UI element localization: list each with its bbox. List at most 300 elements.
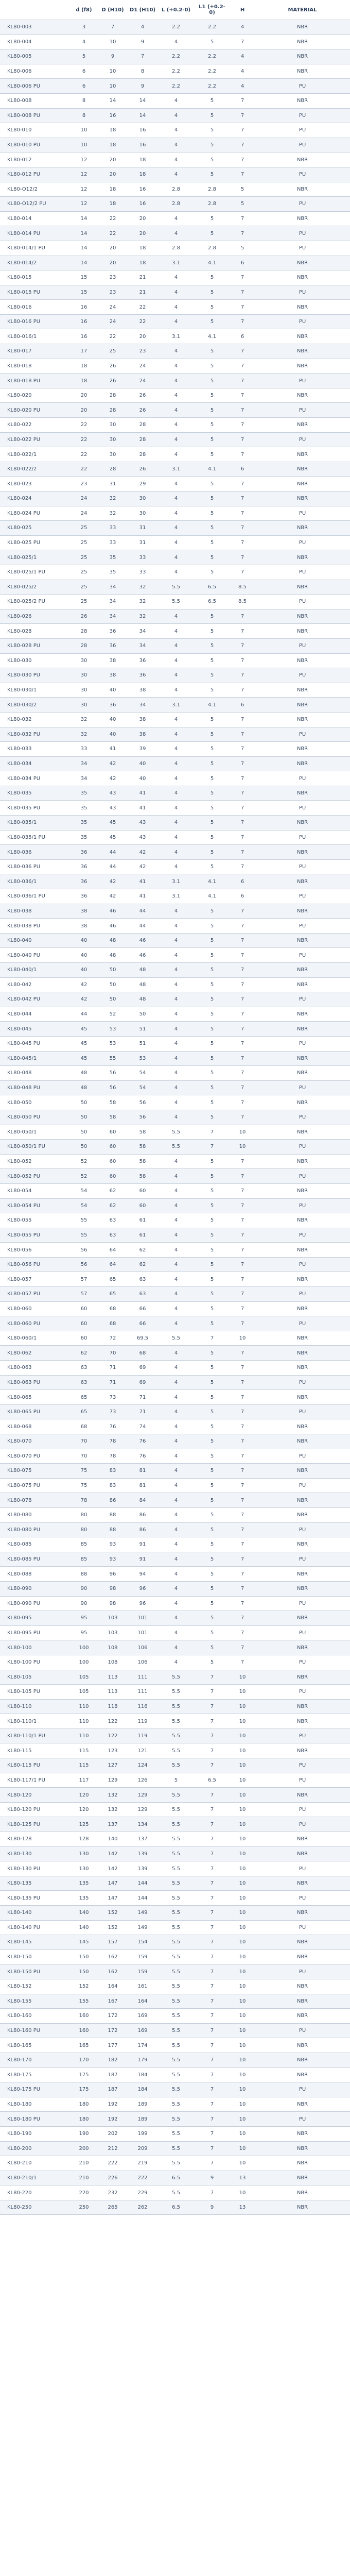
article-cell: KL80-070 PU (0, 1449, 69, 1464)
material-cell: NBR (255, 93, 350, 108)
D-cell: 73 (98, 1404, 127, 1419)
H-cell: 7 (230, 152, 255, 167)
D1-cell: 184 (127, 2082, 158, 2097)
article-cell: KL80-050/1 PU (0, 1140, 69, 1155)
L-cell: 5.5 (158, 1728, 194, 1743)
material-cell: PU (255, 506, 350, 521)
D-cell: 152 (98, 1906, 127, 1921)
L-cell: 4 (158, 1080, 194, 1095)
D1-cell: 34 (127, 638, 158, 653)
D1-cell: 48 (127, 963, 158, 978)
D-cell: 30 (98, 418, 127, 433)
D-cell: 35 (98, 565, 127, 580)
D-cell: 162 (98, 1950, 127, 1964)
D1-cell: 36 (127, 653, 158, 668)
article-cell: KL80-024 (0, 492, 69, 506)
material-cell: PU (255, 1036, 350, 1051)
L1-cell: 5 (194, 447, 230, 462)
D1-cell: 129 (127, 1788, 158, 1803)
d-cell: 30 (69, 698, 98, 713)
L-cell: 4 (158, 1110, 194, 1125)
L-cell: 4 (158, 845, 194, 860)
D1-cell: 39 (127, 742, 158, 757)
table-row (0, 388, 350, 403)
article-cell: KL80-105 (0, 1670, 69, 1685)
article-cell: KL80-150 PU (0, 1964, 69, 1979)
material-cell: NBR (255, 977, 350, 992)
table-row (0, 1257, 350, 1272)
D-cell: 64 (98, 1257, 127, 1272)
article-cell: KL80-060/1 (0, 1331, 69, 1346)
table-row (0, 1316, 350, 1331)
D1-cell: 111 (127, 1685, 158, 1700)
article-cell: KL80-085 (0, 1537, 69, 1552)
L1-cell: 5 (194, 1449, 230, 1464)
D1-cell: 159 (127, 1950, 158, 1964)
L1-cell: 5 (194, 683, 230, 698)
D-cell: 45 (98, 816, 127, 831)
H-cell: 7 (230, 1183, 255, 1198)
material-cell: PU (255, 138, 350, 152)
L-cell: 4 (158, 1183, 194, 1198)
H-cell: 7 (230, 1449, 255, 1464)
H-cell: 7 (230, 845, 255, 860)
table-row (0, 506, 350, 521)
H-cell: 10 (230, 1817, 255, 1832)
H-cell: 7 (230, 1464, 255, 1479)
material-cell: NBR (255, 2141, 350, 2156)
d-cell: 24 (69, 492, 98, 506)
article-cell: KL80-022/2 (0, 462, 69, 477)
table-row (0, 1243, 350, 1258)
article-cell: KL80-040 PU (0, 948, 69, 963)
L-cell: 4 (158, 727, 194, 742)
d-cell: 60 (69, 1331, 98, 1346)
article-cell: KL80-068 (0, 1419, 69, 1434)
material-cell: NBR (255, 2126, 350, 2141)
H-cell: 7 (230, 683, 255, 698)
table-row (0, 256, 350, 270)
D-cell: 152 (98, 1920, 127, 1935)
D1-cell: 189 (127, 2097, 158, 2112)
d-cell: 22 (69, 418, 98, 433)
d-cell: 78 (69, 1493, 98, 1508)
D1-cell: 43 (127, 830, 158, 845)
L1-cell: 5 (194, 1213, 230, 1228)
D1-cell: 53 (127, 1051, 158, 1066)
D-cell: 50 (98, 977, 127, 992)
material-cell: NBR (255, 1346, 350, 1361)
D-cell: 28 (98, 388, 127, 403)
d-cell: 57 (69, 1287, 98, 1302)
L-cell: 5.5 (158, 1876, 194, 1891)
L-cell: 4 (158, 35, 194, 49)
L1-cell: 5 (194, 521, 230, 536)
H-cell: 8.5 (230, 595, 255, 609)
L1-cell: 7 (194, 2097, 230, 2112)
article-cell: KL80-050 (0, 1095, 69, 1110)
L-cell: 4 (158, 270, 194, 285)
d-cell: 25 (69, 595, 98, 609)
L1-cell: 5 (194, 727, 230, 742)
L1-cell: 7 (194, 2112, 230, 2127)
table-row (0, 167, 350, 182)
D-cell: 157 (98, 1935, 127, 1950)
article-cell: KL80-160 (0, 2009, 69, 2024)
article-cell: KL80-040/1 (0, 963, 69, 978)
table-row (0, 2023, 350, 2038)
material-cell: NBR (255, 2053, 350, 2067)
D1-cell: 16 (127, 123, 158, 138)
H-cell: 7 (230, 1272, 255, 1287)
D1-cell: 21 (127, 285, 158, 300)
article-cell: KL80-045/1 (0, 1051, 69, 1066)
table-row (0, 859, 350, 874)
H-cell: 7 (230, 285, 255, 300)
article-cell: KL80-160 PU (0, 2023, 69, 2038)
d-cell: 42 (69, 977, 98, 992)
L-cell: 4 (158, 535, 194, 550)
d-cell: 36 (69, 874, 98, 889)
material-cell: PU (255, 2112, 350, 2127)
D-cell: 65 (98, 1272, 127, 1287)
D-cell: 88 (98, 1522, 127, 1537)
table-row (0, 1979, 350, 1994)
article-cell: KL80-042 PU (0, 992, 69, 1007)
H-cell: 10 (230, 1876, 255, 1891)
L1-cell: 5 (194, 1375, 230, 1390)
article-cell: KL80-130 (0, 1846, 69, 1861)
D1-cell: 7 (127, 49, 158, 64)
L-cell: 5.5 (158, 2126, 194, 2141)
H-cell: 10 (230, 1964, 255, 1979)
D1-cell: 33 (127, 565, 158, 580)
table-row (0, 1125, 350, 1140)
L-cell: 6.5 (158, 2200, 194, 2215)
material-cell: PU (255, 241, 350, 256)
D-cell: 38 (98, 653, 127, 668)
material-cell: PU (255, 1449, 350, 1464)
d-cell: 63 (69, 1361, 98, 1376)
L1-cell: 5 (194, 816, 230, 831)
article-cell: KL80-035 PU (0, 801, 69, 816)
H-cell: 7 (230, 1007, 255, 1022)
D1-cell: 54 (127, 1066, 158, 1081)
material-cell: PU (255, 1404, 350, 1419)
d-cell: 65 (69, 1390, 98, 1405)
d-cell: 70 (69, 1434, 98, 1449)
D-cell: 93 (98, 1552, 127, 1567)
H-cell: 7 (230, 727, 255, 742)
article-cell: KL80-080 (0, 1507, 69, 1522)
table-row (0, 712, 350, 727)
d-cell: 35 (69, 830, 98, 845)
L1-cell: 5 (194, 300, 230, 315)
H-cell: 7 (230, 35, 255, 49)
table-row (0, 432, 350, 447)
L1-cell: 7 (194, 1891, 230, 1906)
L1-cell: 7 (194, 2156, 230, 2171)
article-cell: KL80-003 (0, 20, 69, 35)
article-cell: KL80-033 (0, 742, 69, 757)
D1-cell: 26 (127, 403, 158, 418)
L-cell: 5.5 (158, 1861, 194, 1876)
material-cell: PU (255, 830, 350, 845)
D1-cell: 111 (127, 1670, 158, 1685)
L1-cell: 7 (194, 1920, 230, 1935)
D1-cell: 20 (127, 211, 158, 226)
table-row (0, 919, 350, 934)
table-row (0, 1140, 350, 1155)
L-cell: 4 (158, 712, 194, 727)
table-row (0, 20, 350, 35)
D1-cell: 137 (127, 1832, 158, 1847)
D1-cell: 46 (127, 948, 158, 963)
H-cell: 7 (230, 653, 255, 668)
D1-cell: 26 (127, 462, 158, 477)
D-cell: 182 (98, 2053, 127, 2067)
d-cell: 52 (69, 1169, 98, 1184)
D-cell: 22 (98, 226, 127, 241)
D1-cell: 62 (127, 1243, 158, 1258)
L1-cell: 5 (194, 344, 230, 359)
D-cell: 33 (98, 535, 127, 550)
material-cell: NBR (255, 756, 350, 771)
L-cell: 4 (158, 977, 194, 992)
material-cell: NBR (255, 152, 350, 167)
L1-cell: 5 (194, 432, 230, 447)
article-cell: KL80-088 (0, 1567, 69, 1582)
article-cell: KL80-100 PU (0, 1655, 69, 1670)
article-cell: KL80-070 (0, 1434, 69, 1449)
material-cell: NBR (255, 1154, 350, 1169)
L1-cell: 5 (194, 1169, 230, 1184)
table-row (0, 1640, 350, 1655)
table-row (0, 653, 350, 668)
D1-cell: 91 (127, 1552, 158, 1567)
D1-cell: 106 (127, 1640, 158, 1655)
D-cell: 25 (98, 344, 127, 359)
article-cell: KL80-056 (0, 1243, 69, 1258)
material-cell: NBR (255, 786, 350, 801)
L-cell: 5.5 (158, 580, 194, 595)
D1-cell: 262 (127, 2200, 158, 2215)
D1-cell: 28 (127, 432, 158, 447)
table-row (0, 727, 350, 742)
d-cell: 20 (69, 388, 98, 403)
H-cell: 7 (230, 1346, 255, 1361)
H-cell: 10 (230, 2126, 255, 2141)
d-cell: 160 (69, 2009, 98, 2024)
D-cell: 129 (98, 1773, 127, 1788)
d-cell: 128 (69, 1832, 98, 1847)
D-cell: 44 (98, 859, 127, 874)
D-cell: 48 (98, 933, 127, 948)
D-cell: 73 (98, 1390, 127, 1405)
L-cell: 4 (158, 609, 194, 624)
H-cell: 10 (230, 1140, 255, 1155)
article-cell: KL80-010 PU (0, 138, 69, 152)
col-header-L: L (+0.2-0) (158, 0, 194, 20)
table-row (0, 182, 350, 197)
L1-cell: 5 (194, 374, 230, 388)
d-cell: 250 (69, 2200, 98, 2215)
L-cell: 4 (158, 948, 194, 963)
table-row (0, 1066, 350, 1081)
table-row (0, 1537, 350, 1552)
d-cell: 110 (69, 1699, 98, 1714)
D1-cell: 71 (127, 1404, 158, 1419)
H-cell: 7 (230, 418, 255, 433)
D-cell: 53 (98, 1022, 127, 1037)
d-cell: 160 (69, 2023, 98, 2038)
article-cell: KL80-140 (0, 1906, 69, 1921)
material-cell: NBR (255, 35, 350, 49)
table-row (0, 1095, 350, 1110)
D-cell: 52 (98, 1007, 127, 1022)
d-cell: 57 (69, 1272, 98, 1287)
article-cell: KL80-O12/2 PU (0, 197, 69, 212)
D-cell: 142 (98, 1846, 127, 1861)
L-cell: 4 (158, 816, 194, 831)
H-cell: 7 (230, 933, 255, 948)
d-cell: 25 (69, 521, 98, 536)
D-cell: 202 (98, 2126, 127, 2141)
H-cell: 6 (230, 329, 255, 344)
d-cell: 210 (69, 2171, 98, 2185)
article-cell: KL80-115 (0, 1743, 69, 1758)
material-cell: PU (255, 285, 350, 300)
article-cell: KL80-030/1 (0, 683, 69, 698)
L1-cell: 5 (194, 904, 230, 919)
D1-cell: 58 (127, 1154, 158, 1169)
H-cell: 7 (230, 963, 255, 978)
D1-cell: 48 (127, 977, 158, 992)
table-row (0, 1670, 350, 1685)
H-cell: 7 (230, 477, 255, 492)
L1-cell: 5 (194, 977, 230, 992)
L-cell: 5.5 (158, 1935, 194, 1950)
H-cell: 10 (230, 2009, 255, 2024)
table-row (0, 197, 350, 212)
L1-cell: 5 (194, 550, 230, 565)
D-cell: 123 (98, 1743, 127, 1758)
material-cell: PU (255, 948, 350, 963)
table-row (0, 1007, 350, 1022)
L1-cell: 6.5 (194, 580, 230, 595)
L1-cell: 5 (194, 506, 230, 521)
article-cell: KL80-045 (0, 1022, 69, 1037)
D1-cell: 76 (127, 1449, 158, 1464)
col-header-article (0, 0, 69, 20)
d-cell: 60 (69, 1301, 98, 1316)
D-cell: 132 (98, 1802, 127, 1817)
table-row (0, 2009, 350, 2024)
D-cell: 34 (98, 595, 127, 609)
D-cell: 26 (98, 374, 127, 388)
table-row (0, 1036, 350, 1051)
H-cell: 7 (230, 565, 255, 580)
L1-cell: 5 (194, 492, 230, 506)
L1-cell: 7 (194, 1876, 230, 1891)
D1-cell: 51 (127, 1036, 158, 1051)
d-cell: 48 (69, 1080, 98, 1095)
material-cell: PU (255, 1773, 350, 1788)
d-cell: 50 (69, 1110, 98, 1125)
L1-cell: 7 (194, 1950, 230, 1964)
D-cell: 14 (98, 93, 127, 108)
L-cell: 4 (158, 859, 194, 874)
material-cell: PU (255, 1169, 350, 1184)
article-cell: KL80-025 PU (0, 535, 69, 550)
L-cell: 4 (158, 1007, 194, 1022)
article-cell: KL80-250 (0, 2200, 69, 2215)
D1-cell: 34 (127, 698, 158, 713)
D-cell: 98 (98, 1581, 127, 1596)
H-cell: 7 (230, 638, 255, 653)
H-cell: 4 (230, 79, 255, 94)
L-cell: 4 (158, 492, 194, 506)
D1-cell: 74 (127, 1419, 158, 1434)
H-cell: 7 (230, 1655, 255, 1670)
L1-cell: 7 (194, 1140, 230, 1155)
D-cell: 20 (98, 152, 127, 167)
L1-cell: 5 (194, 801, 230, 816)
material-cell: PU (255, 1891, 350, 1906)
H-cell: 7 (230, 1110, 255, 1125)
H-cell: 7 (230, 1301, 255, 1316)
L-cell: 2.8 (158, 241, 194, 256)
L-cell: 4 (158, 1640, 194, 1655)
d-cell: 70 (69, 1449, 98, 1464)
table-row (0, 1051, 350, 1066)
D1-cell: 41 (127, 786, 158, 801)
material-cell: NBR (255, 2067, 350, 2082)
L1-cell: 5 (194, 1625, 230, 1640)
material-cell: NBR (255, 2200, 350, 2215)
d-cell: 45 (69, 1036, 98, 1051)
material-cell: NBR (255, 1022, 350, 1037)
D-cell: 48 (98, 948, 127, 963)
H-cell: 7 (230, 93, 255, 108)
table-row (0, 1714, 350, 1729)
table-row (0, 2126, 350, 2141)
article-cell: KL80-140 PU (0, 1920, 69, 1935)
D-cell: 172 (98, 2023, 127, 2038)
material-cell: NBR (255, 580, 350, 595)
L-cell: 4 (158, 1036, 194, 1051)
D-cell: 24 (98, 314, 127, 329)
d-cell: 180 (69, 2112, 98, 2127)
header-row (0, 0, 350, 20)
L1-cell: 2.2 (194, 49, 230, 64)
D1-cell: 222 (127, 2171, 158, 2185)
d-cell: 85 (69, 1537, 98, 1552)
D-cell: 177 (98, 2038, 127, 2053)
d-cell: 48 (69, 1066, 98, 1081)
material-cell: NBR (255, 1714, 350, 1729)
table-row (0, 1832, 350, 1847)
material-cell: PU (255, 535, 350, 550)
article-cell: KL80-100 (0, 1640, 69, 1655)
d-cell: 50 (69, 1125, 98, 1140)
d-cell: 22 (69, 432, 98, 447)
L-cell: 5.5 (158, 1788, 194, 1803)
L-cell: 4 (158, 167, 194, 182)
D-cell: 42 (98, 874, 127, 889)
material-cell: NBR (255, 1183, 350, 1198)
d-cell: 16 (69, 300, 98, 315)
